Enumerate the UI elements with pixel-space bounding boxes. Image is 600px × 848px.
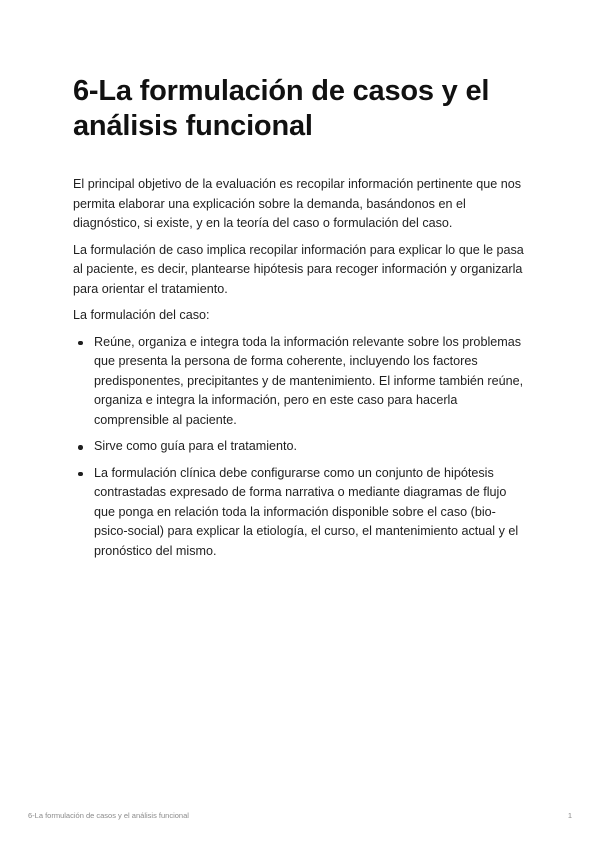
bullet-icon xyxy=(78,341,83,346)
bullet-list xyxy=(73,333,528,562)
list-item-text: La formulación clínica debe configurarse como un conjunto de hipótesis contrastadas expresado de forma narrativa o mediante diagramas de flujo que ponga en relación toda la información disponible sobre el caso (bio-psico-social) para explicar la etiología, el curso, el mantenimiento actual y el pronóstico del mismo. xyxy=(94,465,519,558)
list-item xyxy=(73,333,528,431)
bullet-icon xyxy=(78,445,83,450)
paragraph-definition: La formulación de caso implica recopilar información para explicar lo que le pasa al paciente, es decir, plantearse hipótesis para recoger información y organizarla para orientar el tratamiento. xyxy=(73,242,524,296)
paragraph-intro: El principal objetivo de la evaluación es recopilar información pertinente que nos permita elaborar una explicación sobre la demanda, basándonos en el diagnóstico, si existe, y en la teoría del caso o formulación del caso. xyxy=(73,177,522,230)
footer-running-title: 6-La formulación de casos y el análisis funcional xyxy=(28,811,189,820)
page-footer xyxy=(28,811,572,820)
footer-page-number: 1 xyxy=(567,811,572,820)
list-item xyxy=(73,437,528,457)
list-item xyxy=(73,464,528,562)
paragraph-list-lead: La formulación del caso: xyxy=(73,308,210,322)
bullet-icon xyxy=(78,472,83,477)
document-body xyxy=(73,74,528,568)
list-item-text: Reúne, organiza e integra toda la información relevante sobre los problemas que presenta la persona de forma coherente, incluyendo los factores predisponentes, precipitantes y de mantenimiento. El informe también reúne, organiza e integra la información, pero en este caso para hacerla comprensible al paciente. xyxy=(94,334,524,427)
page-title: 6-La formulación de casos y el análisis funcional xyxy=(73,75,490,142)
list-item-text: Sirve como guía para el tratamiento. xyxy=(94,439,298,453)
